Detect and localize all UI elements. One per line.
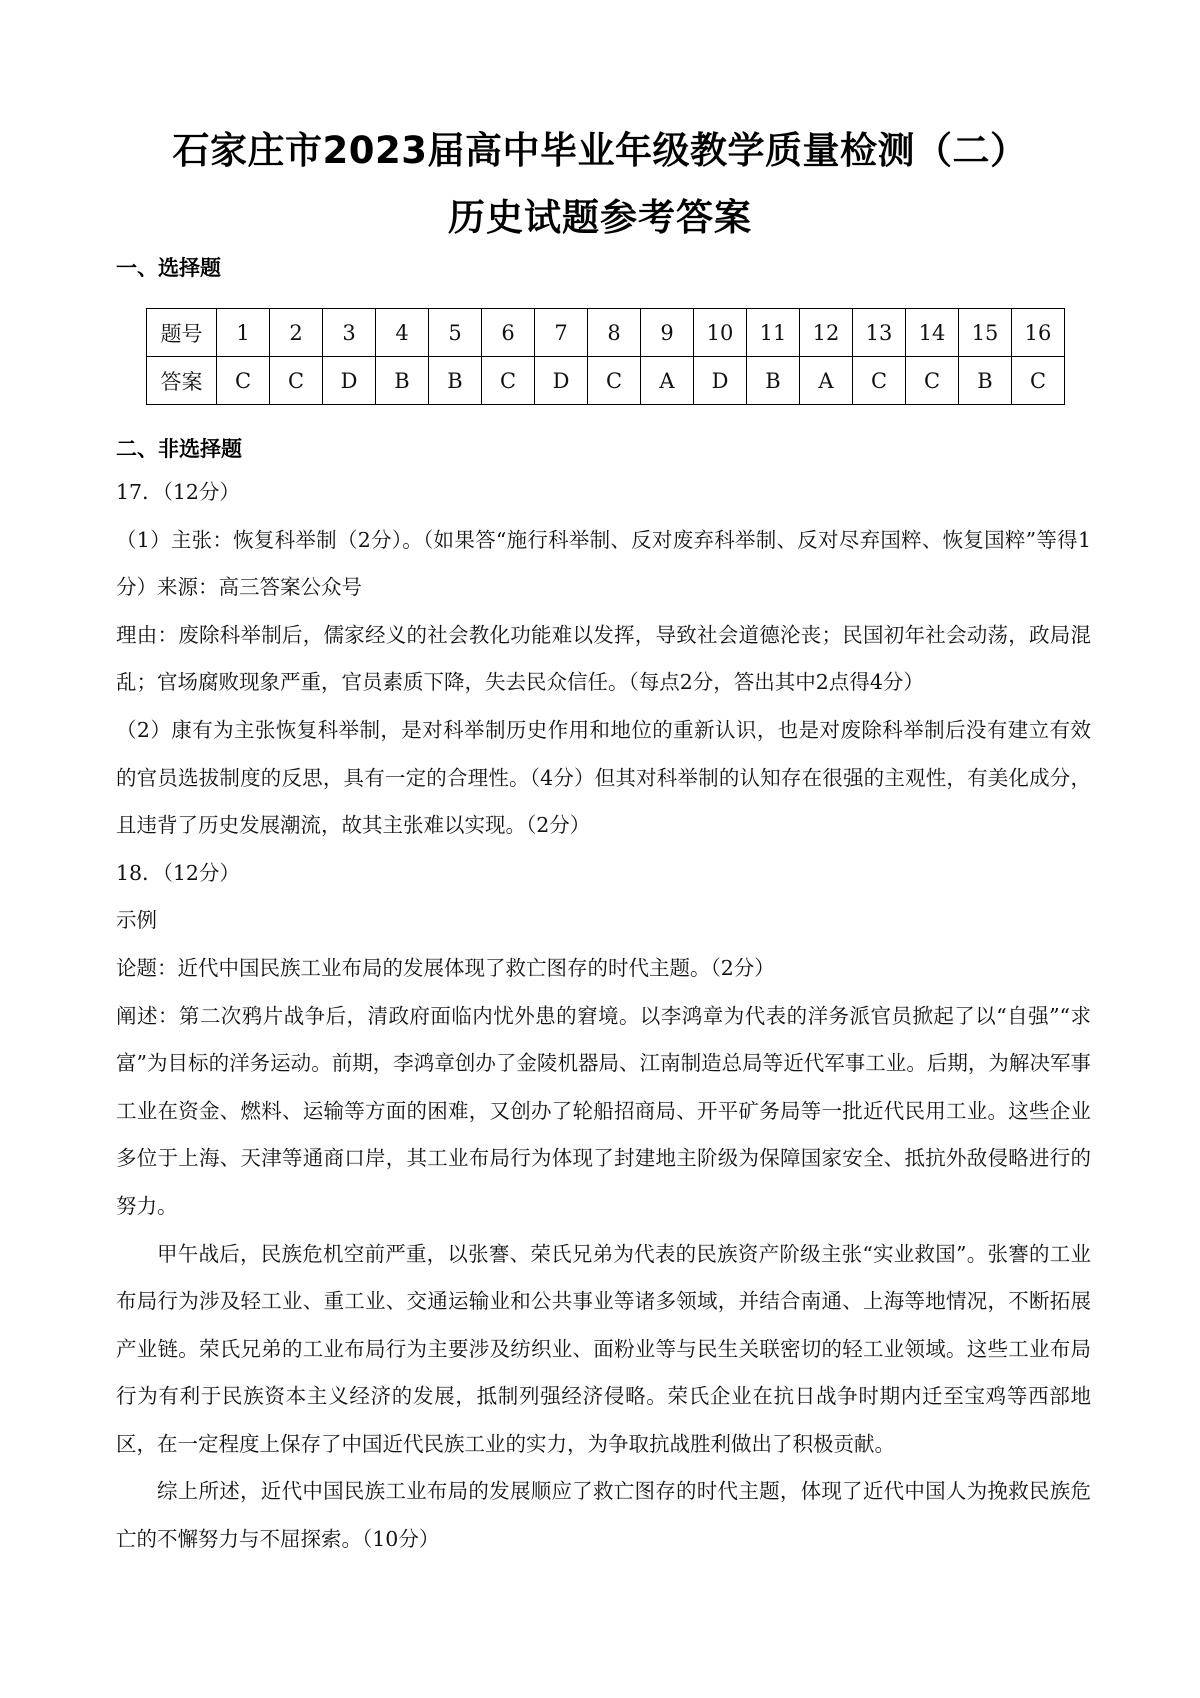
question-number-cell: 4 <box>376 309 429 357</box>
question-number-cell: 2 <box>270 309 323 357</box>
question-number-cell: 16 <box>1012 309 1065 357</box>
question-number-cell: 5 <box>429 309 482 357</box>
question-17-reason: 理由：废除科举制后，儒家经义的社会教化功能难以发挥，导致社会道德沦丧；民国初年社会动荡，政局混乱；官场腐败现象严重，官员素质下降，失去民众信任。（每点2分，答出其中2点得4分） <box>116 622 1091 695</box>
document-subtitle: 历史试题参考答案 <box>448 196 752 239</box>
answer-cell: A <box>800 357 853 405</box>
answer-cell: A <box>641 357 694 405</box>
answer-cell: C <box>1012 357 1065 405</box>
question-number-cell: 10 <box>694 309 747 357</box>
question-number-cell: 7 <box>535 309 588 357</box>
question-number-cell: 12 <box>800 309 853 357</box>
question-number-cell: 6 <box>482 309 535 357</box>
answer-cell: B <box>959 357 1012 405</box>
table-row-answers <box>147 357 1065 405</box>
answer-cell: C <box>853 357 906 405</box>
answer-body <box>116 469 1091 1564</box>
question-18-argument-1: 阐述：第二次鸦片战争后，清政府面临内忧外患的窘境。以李鸿章为代表的洋务派官员掀起了以“自强”“求富”为目标的洋务运动。前期，李鸿章创办了金陵机器局、江南制造总局等近代军事工业。后期，为解决军事工业在资金、燃料、运输等方面的困难，又创办了轮船招商局、开平矿务局等一批近代民用工业。这些企业多位于上海、天津等通商口岸，其工业布局行为体现了封建地主阶级为保障国家安全、抵抗外敌侵略进行的努力。 <box>116 1003 1091 1218</box>
question-number-cell: 3 <box>323 309 376 357</box>
answer-cell: D <box>323 357 376 405</box>
question-18-heading: 18．（12分） <box>116 860 240 885</box>
question-number-cell: 15 <box>959 309 1012 357</box>
question-17-part2: （2）康有为主张恢复科举制，是对科举制历史作用和地位的重新认识，也是对废除科举制后没有建立有效的官员选拔制度的反思，具有一定的合理性。（4分）但其对科举制的认知存在很强的主观性，有美化成分，且违背了历史发展潮流，故其主张难以实现。（2分） <box>116 717 1091 838</box>
question-number-cell: 8 <box>588 309 641 357</box>
question-number-cell: 9 <box>641 309 694 357</box>
document-title: 石家庄市2023届高中毕业年级教学质量检测（二） <box>172 129 1028 172</box>
answer-table <box>146 308 1065 405</box>
question-number-cell: 11 <box>747 309 800 357</box>
table-header-cell: 题号 <box>147 309 217 357</box>
answer-cell: B <box>747 357 800 405</box>
answer-cell: C <box>906 357 959 405</box>
answer-cell: C <box>588 357 641 405</box>
section-heading-choice: 一、选择题 <box>116 256 221 280</box>
question-17-part1: （1）主张：恢复科举制（2分）。（如果答“施行科举制、反对废弃科举制、反对尽弃国粹、恢复国粹”等得1分）来源：高三答案公众号 <box>116 527 1091 600</box>
answer-cell: C <box>217 357 270 405</box>
table-row-numbers <box>147 309 1065 357</box>
question-number-cell: 13 <box>853 309 906 357</box>
answer-cell: B <box>376 357 429 405</box>
question-18-argument-2: 甲午战后，民族危机空前严重，以张謇、荣氏兄弟为代表的民族资产阶级主张“实业救国”。张謇的工业布局行为涉及轻工业、重工业、交通运输业和公共事业等诸多领域，并结合南通、上海等地情况，不断拓展产业链。荣氏兄弟的工业布局行为主要涉及纺织业、面粉业等与民生关联密切的轻工业领域。这些工业布局行为有利于民族资本主义经济的发展，抵制列强经济侵略。荣氏企业在抗日战争时期内迁至宝鸡等西部地区，在一定程度上保存了中国近代民族工业的实力，为争取抗战胜利做出了积极贡献。 <box>116 1241 1091 1456</box>
section-heading-nonchoice: 二、非选择题 <box>116 437 242 461</box>
question-18-conclusion: 综上所述，近代中国民族工业布局的发展顺应了救亡图存的时代主题，体现了近代中国人为挽救民族危亡的不懈努力与不屈探索。（10分） <box>116 1479 1091 1552</box>
answer-cell: C <box>482 357 535 405</box>
question-number-cell: 1 <box>217 309 270 357</box>
answer-cell: C <box>270 357 323 405</box>
question-18-thesis: 论题：近代中国民族工业布局的发展体现了救亡图存的时代主题。（2分） <box>116 955 775 980</box>
question-17-heading: 17．（12分） <box>116 480 240 504</box>
answer-cell: D <box>694 357 747 405</box>
answer-cell: D <box>535 357 588 405</box>
table-header-cell: 答案 <box>147 357 217 405</box>
answer-cell: B <box>429 357 482 405</box>
question-18-example-label: 示例 <box>116 908 157 933</box>
question-number-cell: 14 <box>906 309 959 357</box>
